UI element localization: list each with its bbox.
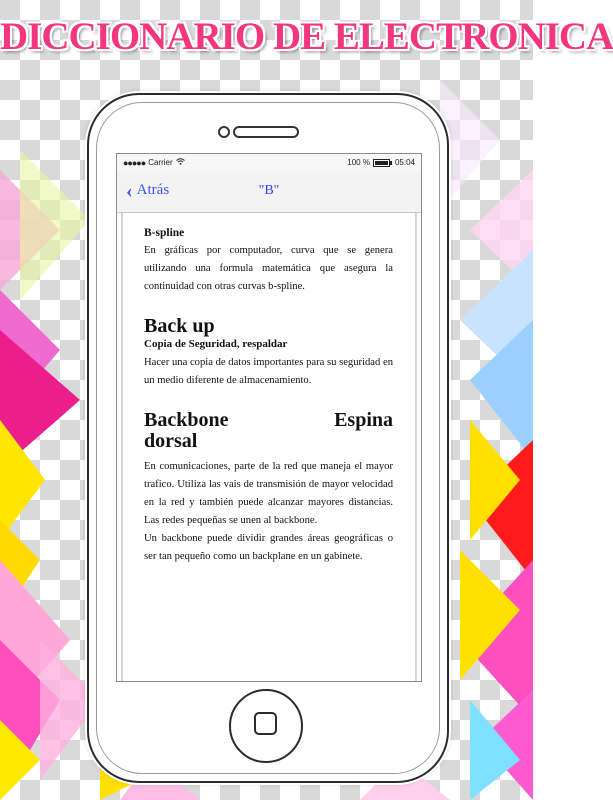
entry-term-continued: dorsal [144, 430, 198, 452]
entry-term: Back up [144, 315, 215, 337]
entry [144, 227, 393, 296]
back-button-label: Atrás [136, 182, 170, 198]
entry-term [144, 410, 393, 431]
entry-description: En gráficas por computador, curva que se genera utilizando una formula matemática que asegura la continuidad con otras curvas b-spline. [144, 245, 393, 292]
entry [144, 316, 393, 390]
status-bar [117, 154, 421, 171]
entry-description: Hacer una copia de datos importantes para su seguridad en un medio diferente de almacenamiento. [144, 357, 393, 386]
app-banner-title: DICCIONARIO DE ELECTRONICA [0, 15, 613, 58]
chevron-left-icon: ‹ [126, 179, 133, 202]
entry-term: B-spline [144, 227, 185, 239]
status-time: 05:04 [394, 158, 415, 167]
home-button-icon [254, 712, 277, 735]
phone-screen [116, 153, 422, 682]
navigation-bar [117, 171, 421, 213]
entry-description: En comunicaciones, parte de la red que maneja el mayor trafico. Utiliza las vais de transmisión de mayor velocidad en la red y también puede alcanzar mayores distancias. Las redes pequeñas se unen al backbone. [144, 461, 393, 526]
carrier-label: Carrier [148, 158, 173, 167]
status-right-group [347, 154, 415, 171]
wifi-icon [176, 158, 185, 167]
entry-description-continued: Un backbone puede dividir grandes áreas geográficas o ser tan pequeño como un backplane en un gabinete. [144, 533, 393, 562]
speaker-grille [233, 126, 299, 138]
entry-term-line1: Backbone Espina [144, 409, 393, 431]
camera-icon [218, 126, 230, 138]
nav-title: "B" [258, 183, 280, 198]
entry-subtitle: Copia de Seguridad, respaldar [144, 338, 288, 350]
entry [144, 410, 393, 566]
battery-percent: 100 % [347, 158, 370, 167]
battery-icon [373, 159, 390, 167]
dictionary-content[interactable] [121, 213, 417, 681]
signal-dots-icon: ●●●●● [123, 157, 146, 168]
